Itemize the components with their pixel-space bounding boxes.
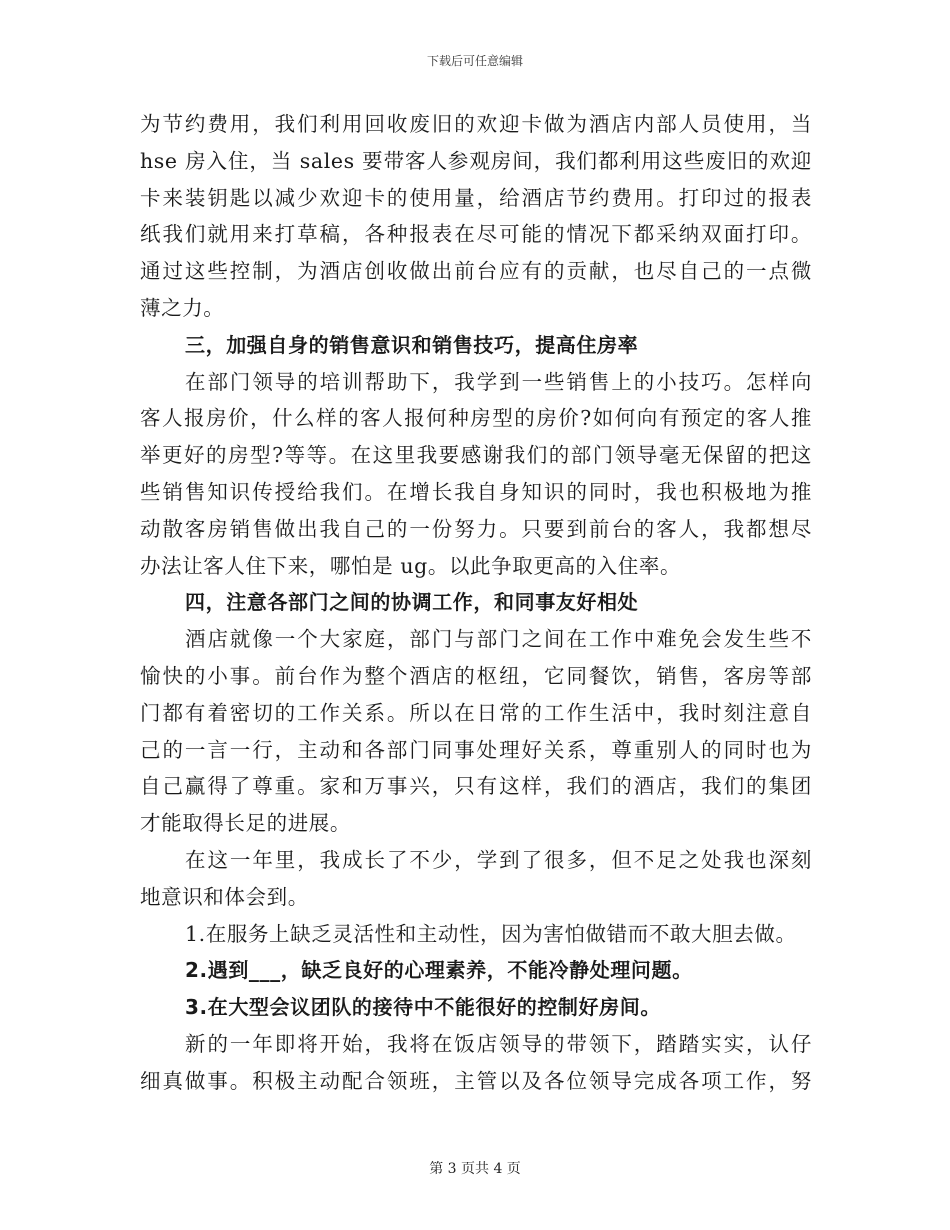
text-line: 办法让客人住下来，哪怕是 ug。以此争取更高的入住率。 xyxy=(140,553,682,578)
text-line: 为节约费用，我们利用回收废旧的欢迎卡做为酒店内部人员使用，当 xyxy=(140,112,812,136)
text-line: 些销售知识传授给我们。在增长我自身知识的同时，我也积极地为推 xyxy=(140,479,812,504)
text-line: 在这一年里，我成长了不少，学到了很多，但不足之处我也深刻 xyxy=(185,847,812,872)
text-line: 才能取得长足的进展。 xyxy=(140,811,351,836)
text-line: hse 房入住，当 sales 要带客人参观房间，我们都利用这些废旧的欢迎 xyxy=(140,148,812,173)
text-line: 地意识和体会到。 xyxy=(140,884,309,909)
list-item: 2.遇到___，缺乏良好的心理素养，不能冷静处理问题。 xyxy=(185,958,693,983)
text-line: 通过这些控制，为酒店创收做出前台应有的贡献，也尽自己的一点微 xyxy=(140,259,812,284)
list-item: 3.在大型会议团队的接待中不能很好的控制好房间。 xyxy=(185,995,661,1020)
page-footer: 第 3 页共 4 页 xyxy=(429,1161,521,1177)
section-heading: 四，注意各部门之间的协调工作，和同事友好相处 xyxy=(185,590,639,615)
text-line: 客人报房价，什么样的客人报何种房型的房价?如何向有预定的客人推 xyxy=(140,406,812,431)
section-heading: 三，加强自身的销售意识和销售技巧，提高住房率 xyxy=(185,332,639,357)
text-line: 己的一言一行，主动和各部门同事处理好关系，尊重别人的同时也为 xyxy=(140,737,812,762)
text-line: 愉快的小事。前台作为整个酒店的枢纽，它同餐饮，销售，客房等部 xyxy=(140,663,812,688)
text-line: 举更好的房型?等等。在这里我要感谢我们的部门领导毫无保留的把这 xyxy=(140,443,812,468)
text-line: 新的一年即将开始，我将在饭店领导的带领下，踏踏实实，认仔 xyxy=(185,1031,812,1056)
text-line: 门都有着密切的工作关系。所以在日常的工作生活中，我时刻注意自 xyxy=(140,700,812,725)
text-line: 细真做事。积极主动配合领班，主管以及各位领导完成各项工作，努 xyxy=(140,1068,812,1093)
document-body xyxy=(140,106,812,1100)
text-line: 酒店就像一个大家庭，部门与部门之间在工作中难免会发生些不 xyxy=(185,627,812,652)
text-line: 自己赢得了尊重。家和万事兴，只有这样，我们的酒店，我们的集团 xyxy=(140,774,812,799)
text-line: 在部门领导的培训帮助下，我学到一些销售上的小技巧。怎样向 xyxy=(185,369,812,394)
text-line: 卡来装钥匙以减少欢迎卡的使用量，给酒店节约费用。打印过的报表 xyxy=(140,185,812,210)
text-line: 纸我们就用来打草稿，各种报表在尽可能的情况下都采纳双面打印。 xyxy=(140,222,812,247)
text-line: 动散客房销售做出我自己的一份努力。只要到前台的客人，我都想尽 xyxy=(140,516,812,541)
text-line: 薄之力。 xyxy=(140,295,225,320)
text-line: 1.在服务上缺乏灵活性和主动性，因为害怕做错而不敢大胆去做。 xyxy=(185,921,797,946)
page-header: 下载后可任意编辑 xyxy=(426,54,523,68)
